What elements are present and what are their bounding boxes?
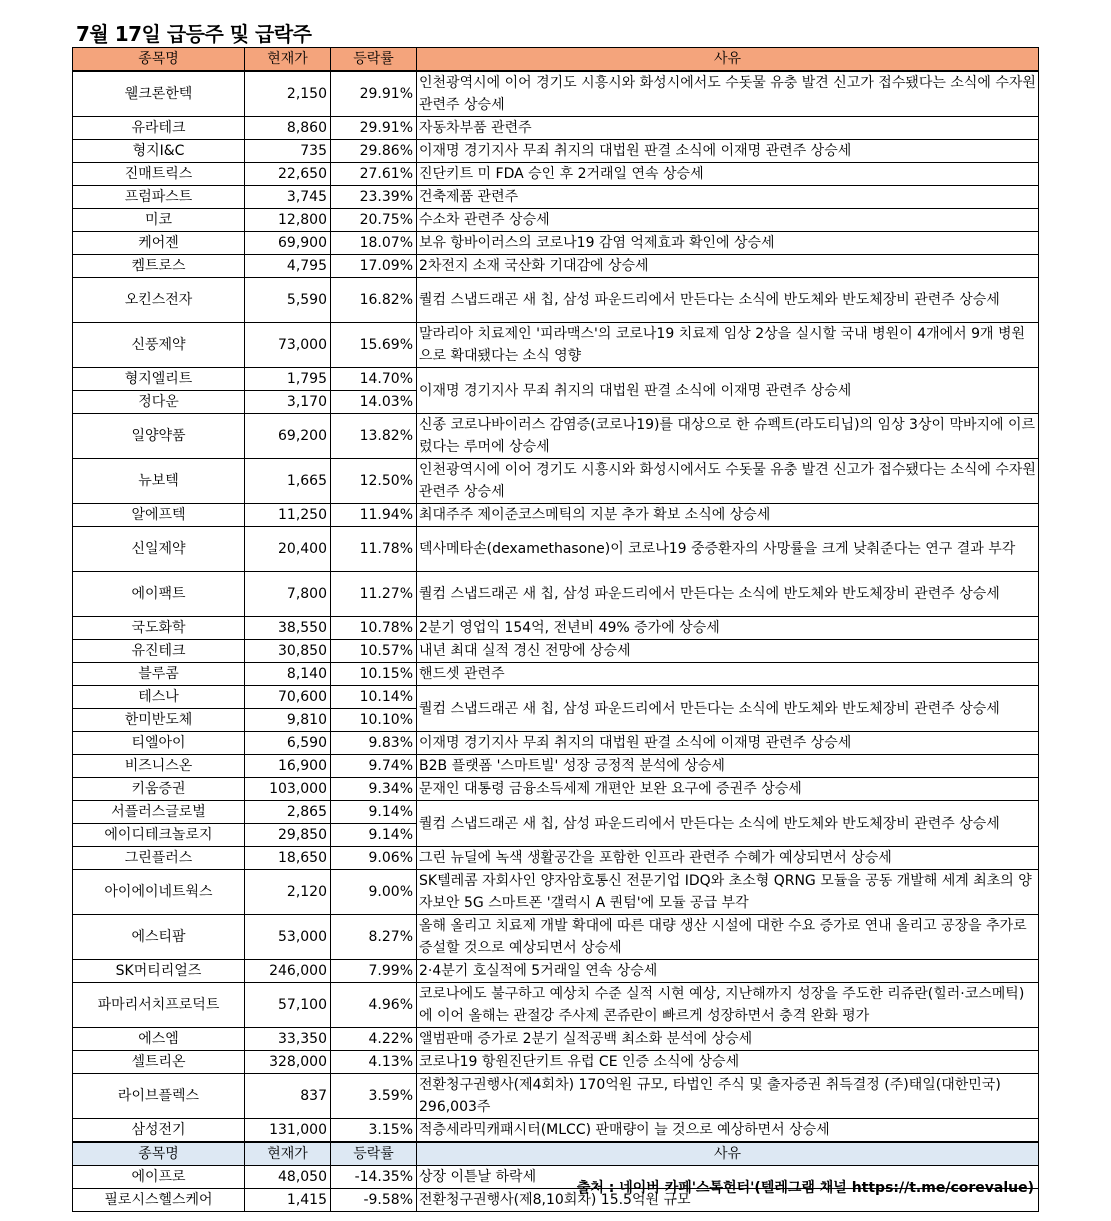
stock-name: 오킨스전자 [73,278,245,323]
stock-name: 삼성전기 [73,1119,245,1143]
table-row [73,323,1039,368]
stock-price: 29,850 [245,824,331,847]
stock-price: 1,415 [245,1189,331,1212]
stock-price: 48,050 [245,1166,331,1189]
stock-price: 11,250 [245,504,331,527]
stock-rate: 3.15% [331,1119,417,1143]
stock-price: 69,200 [245,414,331,459]
stock-price: 2,120 [245,870,331,915]
stock-name: 테스나 [73,686,245,709]
table-row [73,960,1039,983]
header-rate: 등락률 [331,48,417,72]
stock-price: 131,000 [245,1119,331,1143]
stock-rate: 29.91% [331,71,417,117]
stock-name: 에스티팜 [73,915,245,960]
stock-price: 73,000 [245,323,331,368]
stock-price: 16,900 [245,755,331,778]
stock-name: 정다운 [73,391,245,414]
table-row [73,255,1039,278]
table-row [73,663,1039,686]
stock-name: 비즈니스온 [73,755,245,778]
stock-rate: 16.82% [331,278,417,323]
stock-rate: 4.22% [331,1028,417,1051]
stock-reason: 퀄컴 스냅드래곤 새 칩, 삼성 파운드리에서 만든다는 소식에 반도체와 반도체장비 관련주 상승세 [417,278,1039,323]
stock-rate: 20.75% [331,209,417,232]
stock-price: 12,800 [245,209,331,232]
table-row [73,368,1039,391]
stock-reason: 적층세라믹캐패시터(MLCC) 판매량이 늘 것으로 예상하면서 상승세 [417,1119,1039,1143]
stock-rate: 9.34% [331,778,417,801]
stock-price: 53,000 [245,915,331,960]
stock-reason: 내년 최대 실적 경신 전망에 상승세 [417,640,1039,663]
stock-price: 57,100 [245,983,331,1028]
table-row [73,232,1039,255]
table-row [73,71,1039,117]
stock-rate: 11.27% [331,572,417,617]
stock-reason: 최대주주 제이준코스메틱의 지분 추가 확보 소식에 상승세 [417,504,1039,527]
stock-rate: 9.00% [331,870,417,915]
stock-price: 22,650 [245,163,331,186]
stock-reason: 진단키트 미 FDA 승인 후 2거래일 연속 상승세 [417,163,1039,186]
table-row [73,732,1039,755]
table-row [73,778,1039,801]
stock-price: 3,170 [245,391,331,414]
stock-price: 69,900 [245,232,331,255]
stock-name: 형지엘리트 [73,368,245,391]
stock-name: 케어젠 [73,232,245,255]
stock-reason: 핸드셋 관련주 [417,663,1039,686]
stock-name: 미코 [73,209,245,232]
table-row [73,870,1039,915]
table-row [73,527,1039,572]
stock-name: 형지I&C [73,140,245,163]
stock-price: 246,000 [245,960,331,983]
stock-name: 일양약품 [73,414,245,459]
stock-price: 837 [245,1074,331,1119]
stock-name: 필로시스헬스케어 [73,1189,245,1212]
table-row [73,414,1039,459]
rise-header-row [73,48,1039,72]
stock-reason: 2분기 영업익 154억, 전년비 49% 증가에 상승세 [417,617,1039,640]
stock-price: 3,745 [245,186,331,209]
stock-reason: SK텔레콤 자회사인 양자암호통신 전문기업 IDQ와 초소형 QRNG 모듈을 공동 개발해 세계 최초의 양자보안 5G 스마트폰 '갤럭시 A 퀀텀'에 모듈 공급 부각 [417,870,1039,915]
stock-name: 셀트리온 [73,1051,245,1074]
stock-name: SK머티리얼즈 [73,960,245,983]
table-row [73,209,1039,232]
header-name: 종목명 [73,1142,245,1166]
stock-rate: 7.99% [331,960,417,983]
stock-price: 8,860 [245,117,331,140]
stock-price: 9,810 [245,709,331,732]
stock-rate: 9.83% [331,732,417,755]
stock-name: 신풍제약 [73,323,245,368]
stock-rate: 13.82% [331,414,417,459]
header-name: 종목명 [73,48,245,72]
stock-rate: 12.50% [331,459,417,504]
stock-name: 에이디테크놀로지 [73,824,245,847]
stock-name: 아이에이네트웍스 [73,870,245,915]
stock-rate: 11.94% [331,504,417,527]
table-row [73,686,1039,709]
stock-rate: 17.09% [331,255,417,278]
stock-reason: 올해 올리고 치료제 개발 확대에 따른 대량 생산 시설에 대한 수요 증가로 연내 올리고 공장을 추가로 증설할 것으로 예상되면서 상승세 [417,915,1039,960]
table-row [73,1028,1039,1051]
table-row [73,1074,1039,1119]
stock-rate: 10.57% [331,640,417,663]
stock-reason: 인천광역시에 이어 경기도 시흥시와 화성시에서도 수돗물 유충 발견 신고가 접수됐다는 소식에 수자원 관련주 상승세 [417,71,1039,117]
stock-name: 라이브플렉스 [73,1074,245,1119]
stock-price: 8,140 [245,663,331,686]
stock-rate: 10.78% [331,617,417,640]
stock-reason: 문재인 대통령 금융소득세제 개편안 보완 요구에 증권주 상승세 [417,778,1039,801]
stock-name: 에스엠 [73,1028,245,1051]
stock-price: 20,400 [245,527,331,572]
table-row [73,140,1039,163]
stock-reason: 코로나19 항원진단키트 유럽 CE 인증 소식에 상승세 [417,1051,1039,1074]
stock-rate: 4.96% [331,983,417,1028]
stock-name: 에이프로 [73,1166,245,1189]
stock-reason: 말라리아 치료제인 '피라맥스'의 코로나19 치료제 임상 2상을 실시할 국내 병원이 4개에서 9개 병원으로 확대됐다는 소식 영향 [417,323,1039,368]
stock-rate: 3.59% [331,1074,417,1119]
stock-price: 2,865 [245,801,331,824]
table-row [73,640,1039,663]
stock-reason: 이재명 경기지사 무죄 취지의 대법원 판결 소식에 이재명 관련주 상승세 [417,140,1039,163]
stock-price: 7,800 [245,572,331,617]
stock-price: 5,590 [245,278,331,323]
stock-rate: 9.06% [331,847,417,870]
stock-name: 웰크론한텍 [73,71,245,117]
stock-reason: 전환청구권행사(제4회차) 170억원 규모, 타법인 주식 및 출자증권 취득결정 (주)태일(대한민국) 296,003주 [417,1074,1039,1119]
stock-rate: 29.91% [331,117,417,140]
stock-reason: 퀄컴 스냅드래곤 새 칩, 삼성 파운드리에서 만든다는 소식에 반도체와 반도체장비 관련주 상승세 [417,686,1039,732]
stock-rate: -9.58% [331,1189,417,1212]
stock-name: 유진테크 [73,640,245,663]
stock-price: 328,000 [245,1051,331,1074]
table-row [73,1119,1039,1143]
stock-reason: 인천광역시에 이어 경기도 시흥시와 화성시에서도 수돗물 유충 발견 신고가 접수됐다는 소식에 수자원 관련주 상승세 [417,459,1039,504]
table-row [73,504,1039,527]
header-price: 현재가 [245,1142,331,1166]
rise-rows [73,71,1039,1142]
table-row [73,847,1039,870]
stock-rate: 9.14% [331,824,417,847]
stock-name: 한미반도체 [73,709,245,732]
stock-name: 파마리서치프로덕트 [73,983,245,1028]
table-row [73,755,1039,778]
stock-reason: 2·4분기 호실적에 5거래일 연속 상승세 [417,960,1039,983]
stock-reason: 2차전지 소재 국산화 기대감에 상승세 [417,255,1039,278]
stock-reason: 전환청구권행사(제8,10회차) 15.5억원 규모 [417,1189,1039,1212]
stock-name: 알에프텍 [73,504,245,527]
header-rate: 등락률 [331,1142,417,1166]
fall-header-row [73,1142,1039,1166]
stock-name: 뉴보텍 [73,459,245,504]
stock-price: 6,590 [245,732,331,755]
stock-rate: 27.61% [331,163,417,186]
stock-reason: 코로나에도 불구하고 예상치 수준 실적 시현 예상, 지난해까지 성장을 주도한 리쥬란(힐러·코스메틱)에 이어 올해는 관절강 주사제 콘쥬란이 빠르게 성장하면서 충격 완화 평가 [417,983,1039,1028]
stock-reason: 앨범판매 증가로 2분기 실적공백 최소화 분석에 상승세 [417,1028,1039,1051]
stock-rate: 4.13% [331,1051,417,1074]
stock-rate: -14.35% [331,1166,417,1189]
stock-price: 735 [245,140,331,163]
stock-rate: 15.69% [331,323,417,368]
stock-rate: 14.03% [331,391,417,414]
table-row [73,572,1039,617]
stock-reason: 퀄컴 스냅드래곤 새 칩, 삼성 파운드리에서 만든다는 소식에 반도체와 반도체장비 관련주 상승세 [417,801,1039,847]
page-title: 7월 17일 급등주 및 급락주 [76,22,312,46]
table-row [73,983,1039,1028]
header-reason: 사유 [417,1142,1039,1166]
stock-name: 티엘아이 [73,732,245,755]
stock-reason: 신종 코로나바이러스 감염증(코로나19)를 대상으로 한 슈펙트(라도티닙)의 임상 3상이 막바지에 이르렀다는 루머에 상승세 [417,414,1039,459]
stock-name: 키움증권 [73,778,245,801]
stock-name: 신일제약 [73,527,245,572]
stock-reason: 수소차 관련주 상승세 [417,209,1039,232]
table-row [73,801,1039,824]
stock-rate: 11.78% [331,527,417,572]
stock-reason: B2B 플랫폼 '스마트빌' 성장 긍정적 분석에 상승세 [417,755,1039,778]
stock-reason: 이재명 경기지사 무죄 취지의 대법원 판결 소식에 이재명 관련주 상승세 [417,732,1039,755]
stock-rate: 9.74% [331,755,417,778]
stock-reason: 퀄컴 스냅드래곤 새 칩, 삼성 파운드리에서 만든다는 소식에 반도체와 반도체장비 관련주 상승세 [417,572,1039,617]
stock-price: 38,550 [245,617,331,640]
header-price: 현재가 [245,48,331,72]
table-row [73,278,1039,323]
table-row [73,163,1039,186]
stock-rate: 14.70% [331,368,417,391]
stock-name: 유라테크 [73,117,245,140]
source-note: 출처 : 네이버 카페'스톡헌터'(텔레그램 채널 https://t.me/corevalue) [576,1180,1034,1196]
stock-name: 국도화학 [73,617,245,640]
stock-name: 서플러스글로벌 [73,801,245,824]
stock-price: 1,795 [245,368,331,391]
stock-rate: 10.15% [331,663,417,686]
stock-name: 에이팩트 [73,572,245,617]
stock-table [72,47,1039,1212]
stock-reason: 건축제품 관련주 [417,186,1039,209]
table-row [73,186,1039,209]
stock-price: 70,600 [245,686,331,709]
stock-name: 프럼파스트 [73,186,245,209]
stock-rate: 23.39% [331,186,417,209]
stock-name: 그린플러스 [73,847,245,870]
table-row [73,617,1039,640]
stock-price: 4,795 [245,255,331,278]
stock-rate: 8.27% [331,915,417,960]
table-row [73,117,1039,140]
stock-price: 103,000 [245,778,331,801]
stock-rate: 10.14% [331,686,417,709]
stock-rate: 29.86% [331,140,417,163]
table-row [73,915,1039,960]
stock-reason: 자동차부품 관련주 [417,117,1039,140]
stock-name: 진매트릭스 [73,163,245,186]
table-row [73,459,1039,504]
stock-reason: 상장 이튿날 하락세 [417,1166,1039,1189]
stock-price: 2,150 [245,71,331,117]
stock-price: 18,650 [245,847,331,870]
stock-reason: 이재명 경기지사 무죄 취지의 대법원 판결 소식에 이재명 관련주 상승세 [417,368,1039,414]
table-row [73,1051,1039,1074]
stock-rate: 10.10% [331,709,417,732]
stock-reason: 보유 항바이러스의 코로나19 감염 억제효과 확인에 상승세 [417,232,1039,255]
stock-name: 켐트로스 [73,255,245,278]
stock-price: 1,665 [245,459,331,504]
stock-name: 블루콤 [73,663,245,686]
stock-reason: 그린 뉴딜에 녹색 생활공간을 포함한 인프라 관련주 수혜가 예상되면서 상승세 [417,847,1039,870]
stock-reason: 덱사메타손(dexamethasone)이 코로나19 중증환자의 사망률을 크게 낮춰준다는 연구 결과 부각 [417,527,1039,572]
stock-price: 33,350 [245,1028,331,1051]
stock-price: 30,850 [245,640,331,663]
stock-rate: 18.07% [331,232,417,255]
header-reason: 사유 [417,48,1039,72]
stock-rate: 9.14% [331,801,417,824]
